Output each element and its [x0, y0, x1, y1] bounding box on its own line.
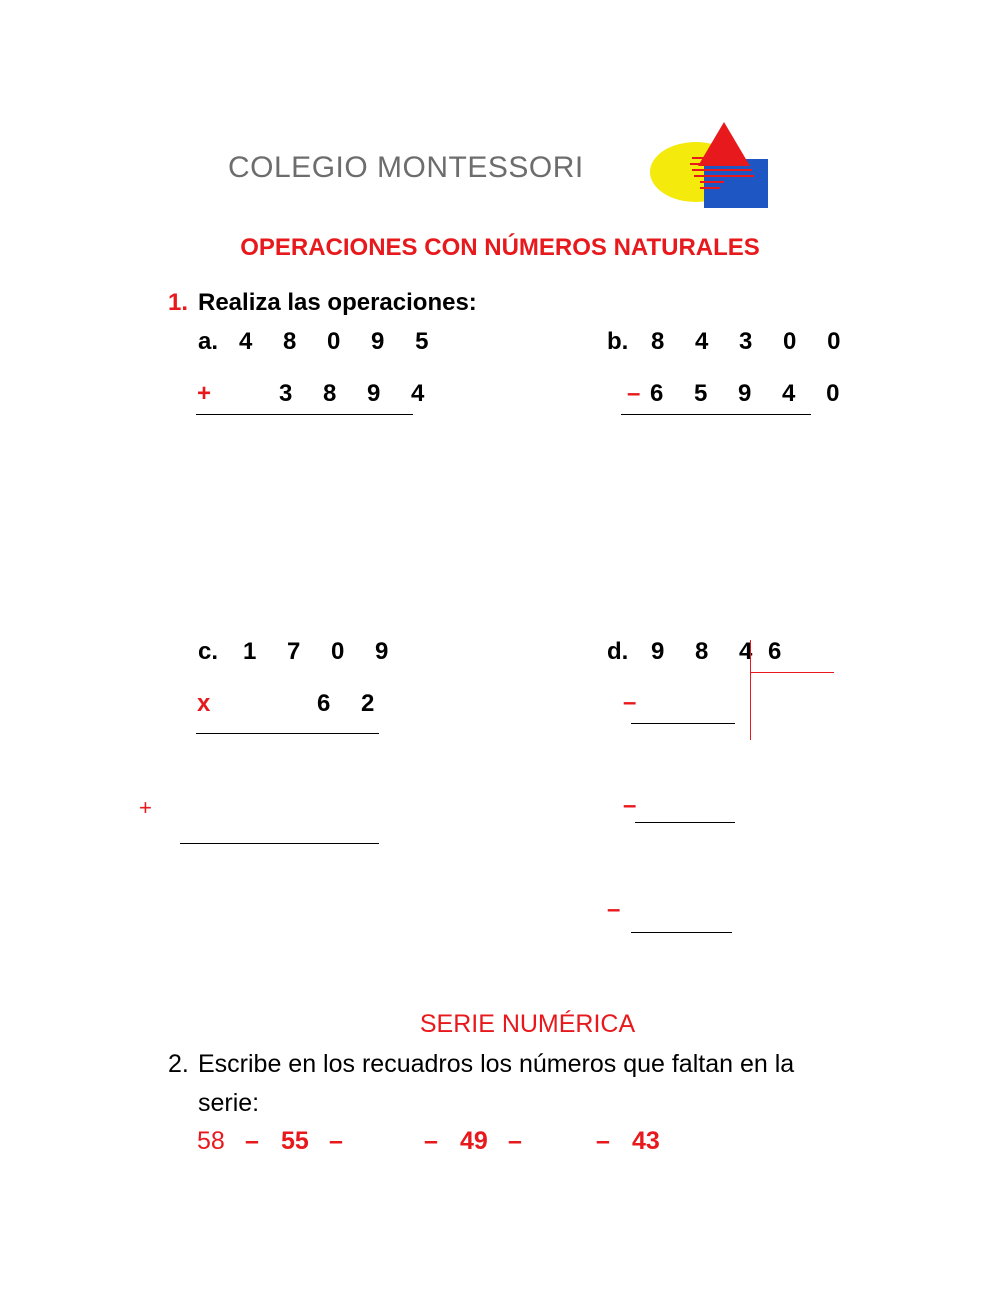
operation-a-top-number: 4 8 0 9 5: [239, 328, 441, 355]
division-line-1: [631, 723, 735, 724]
division-minus-2: –: [623, 792, 637, 819]
operation-c-top-number: 1 7 0 9: [243, 638, 401, 665]
montessori-logo: [648, 120, 772, 212]
operation-c-product-line: [196, 733, 379, 734]
division-minus-3: –: [607, 896, 621, 923]
operation-a-result-line: [196, 414, 413, 415]
operation-b-label: b.: [607, 328, 629, 355]
series-dash-5: –: [596, 1127, 610, 1155]
exercise-2-number: 2.: [168, 1050, 189, 1078]
section-title-serie: SERIE NUMÉRICA: [419, 1010, 636, 1038]
series-dash-1: –: [245, 1127, 259, 1155]
operation-a-label: a.: [198, 328, 219, 355]
series-value-1: 58: [197, 1127, 225, 1155]
operation-b-top-number: 8 4 3 0 0: [651, 328, 853, 355]
division-line-3: [631, 932, 732, 933]
operation-c-sum-line: [180, 843, 379, 844]
division-line-2: [635, 822, 735, 823]
operation-d-dividend: 9 8 4: [651, 638, 765, 665]
operation-a-bottom-number: 3 8 9 4: [279, 380, 437, 407]
division-bracket-horizontal: [750, 672, 834, 673]
operation-c-operator: x: [197, 690, 211, 717]
page-title: OPERACIONES CON NÚMEROS NATURALES: [240, 234, 760, 261]
school-name: COLEGIO MONTESSORI: [228, 151, 584, 184]
operation-a-operator: +: [197, 380, 212, 407]
exercise-2-instruction-line-2: serie:: [198, 1089, 260, 1117]
series-dash-3: –: [424, 1127, 438, 1155]
division-bracket-vertical: [750, 640, 751, 740]
series-value-6: 43: [632, 1127, 660, 1155]
exercise-1-instruction: Realiza las operaciones:: [198, 289, 477, 316]
operation-c-label: c.: [198, 638, 219, 665]
series-value-2: 55: [281, 1127, 309, 1155]
exercise-1-number: 1.: [168, 289, 189, 316]
operation-c-bottom-number: 6 2: [317, 690, 387, 717]
operation-b-bottom-number: 6 5 9 4 0: [650, 380, 852, 407]
series-value-4: 49: [460, 1127, 488, 1155]
operation-b-result-line: [621, 414, 811, 415]
series-dash-2: –: [329, 1127, 343, 1155]
operation-d-divisor: 6: [768, 638, 782, 665]
division-minus-1: –: [623, 689, 637, 716]
operation-c-sum-operator: +: [139, 795, 152, 820]
exercise-2-instruction-line-1: Escribe en los recuadros los números que faltan en la: [198, 1050, 795, 1078]
operation-d-label: d.: [607, 638, 629, 665]
operation-b-operator: –: [627, 380, 641, 407]
series-dash-4: –: [508, 1127, 522, 1155]
